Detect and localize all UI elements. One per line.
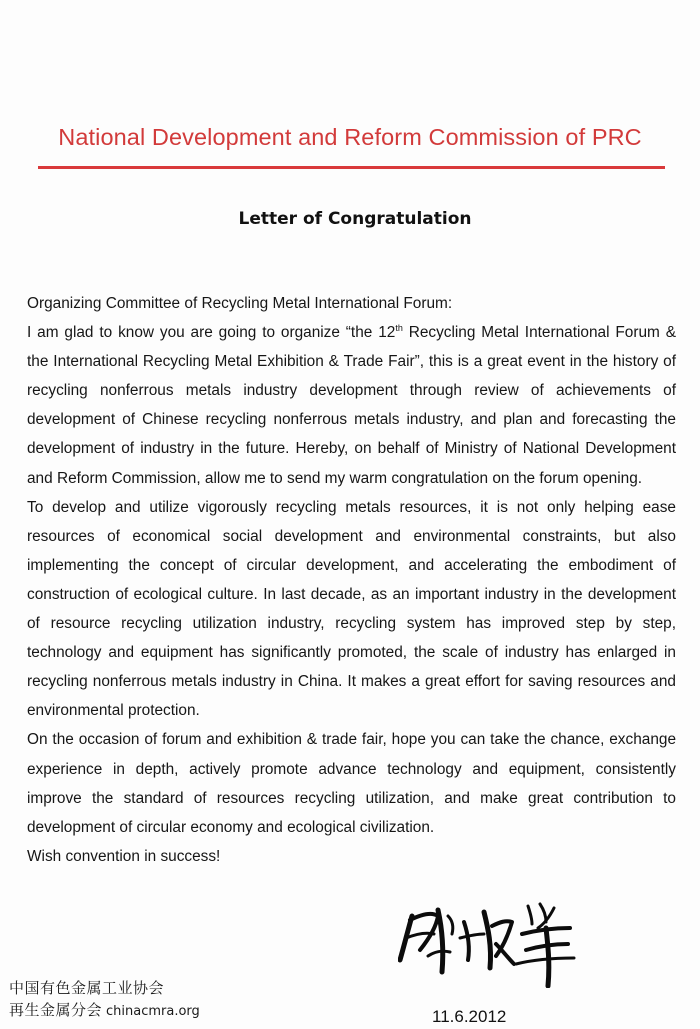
paragraph-1-start: I am glad to know you are going to organize “the 12: [27, 324, 396, 342]
paragraph-2: To develop and utilize vigorously recycling metals resources, it is not only helping ease resources of economical social development and environmental constraints, but also implementing the concept of circular development, and accelerating the embodiment of construction of ecological culture. In last decade, as an important industry in the development of resource recycling utilization industry, recycling system has improved step by step, technology and equipment has significantly promoted, the scale of industry has enlarged in recycling nonferrous metals industry in China. It makes a great effort for saving resources and environmental protection.: [27, 498, 676, 720]
paragraph-1: [27, 318, 676, 493]
letterhead-organization: National Development and Reform Commission of PRC: [58, 124, 642, 150]
paragraph-1-rest: Recycling Metal International Forum & the International Recycling Metal Exhibition & Trade Fair”, this is a great event in the history of recycling nonferrous metals industry development through review of achievements of development of Chinese recycling nonferrous metals industry, and plan and forecasting the development of industry in the future. Hereby, on behalf of Ministry of National Development and Reform Commission, allow me to send my warm congratulation on the forum opening.: [27, 324, 676, 487]
watermark-domain: chinacmra.org: [106, 1004, 200, 1019]
closing-line: Wish convention in success!: [27, 847, 221, 865]
letter-body: [27, 289, 676, 871]
salutation: Organizing Committee of Recycling Metal International Forum:: [27, 295, 453, 312]
watermark-branch-name: 再生金属分会: [9, 1001, 103, 1019]
letterhead-red-rule: [38, 166, 665, 169]
ordinal-superscript: th: [395, 323, 403, 334]
watermark-association-name: 中国有色金属工业协会: [9, 979, 165, 997]
handwritten-signature: [398, 898, 578, 988]
paragraph-3: On the occasion of forum and exhibition & trade fair, hope you can take the chance, exchange experience in depth, actively promote advance technology and equipment, consistently improve the standard of resources recycling utilization, and make great contribution to development of circular economy and ecological civilization.: [27, 731, 676, 836]
watermark-branch-line: [9, 999, 200, 1023]
letter-date: 11.6.2012: [432, 1007, 507, 1026]
source-watermark: [9, 977, 200, 1023]
letter-title: Letter of Congratulation: [238, 209, 472, 229]
